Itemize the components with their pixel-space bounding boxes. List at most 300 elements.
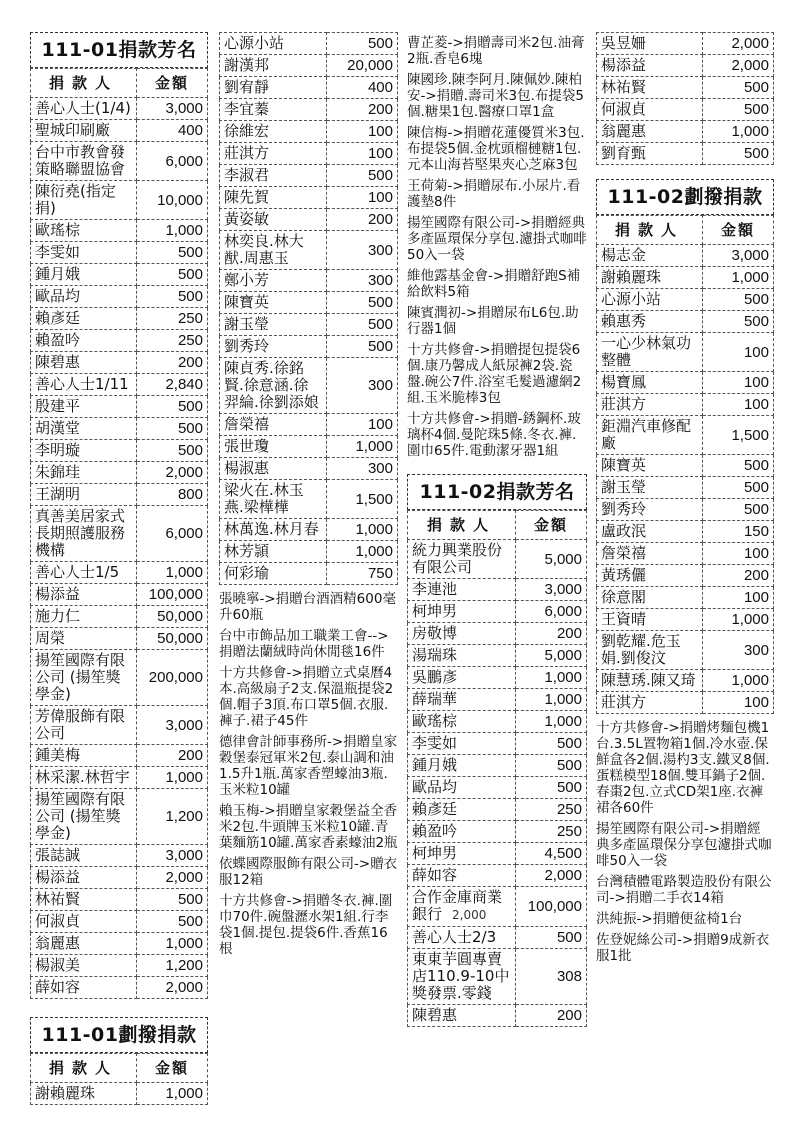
donation-note: 依蝶國際服飾有限公司->贈衣服12箱	[219, 856, 398, 888]
donation-amount: 200,000	[137, 650, 208, 706]
donor-name: 翁麗惠	[597, 121, 703, 143]
donation-amount: 2,000	[516, 865, 587, 887]
donor-name: 翁麗惠	[31, 933, 137, 955]
donor-name: 賴彥廷	[408, 799, 516, 821]
donation-amount: 1,500	[703, 416, 774, 455]
table-row	[408, 540, 587, 579]
table-row	[220, 480, 398, 519]
table-row	[31, 789, 208, 845]
table-row	[220, 414, 398, 436]
donor-name: 楊添益	[597, 55, 703, 77]
table-row	[408, 777, 587, 799]
donation-amount: 3,000	[137, 845, 208, 867]
donation-amount: 500	[327, 33, 398, 55]
donation-amount: 750	[327, 563, 398, 585]
donation-amount: 500	[137, 418, 208, 440]
table-row	[597, 333, 774, 372]
donor-name: 李雯如	[408, 733, 516, 755]
table-row	[597, 455, 774, 477]
donation-amount: 2,000	[137, 977, 208, 999]
donor-name: 鍾美梅	[31, 745, 137, 767]
donor-name: 劉宥靜	[220, 77, 327, 99]
table-body	[31, 98, 208, 999]
donation-amount: 308	[516, 949, 587, 1005]
donation-amount: 500	[703, 99, 774, 121]
donation-amount: 500	[137, 889, 208, 911]
donation-amount: 3,000	[137, 98, 208, 120]
sub-amount: 2,000	[452, 908, 487, 922]
header-amount: 金額	[137, 69, 208, 98]
donor-name: 林祐賢	[31, 889, 137, 911]
table-row	[597, 143, 774, 165]
table-row	[31, 440, 208, 462]
donor-name: 謝賴麗珠	[597, 267, 703, 289]
donation-note: 十方共修會->捐贈提包提袋6個.康乃馨成人紙尿褲2袋.瓷盤.碗公7件.浴室毛髮過濾網2組.玉米脆棒3包	[407, 342, 582, 406]
donor-name: 施力仁	[31, 606, 137, 628]
donation-amount: 5,000	[516, 540, 587, 579]
donor-name: 劉秀玲	[220, 336, 327, 358]
table-row	[31, 418, 208, 440]
donations-table-111-01-part1	[30, 68, 208, 999]
donation-amount: 1,000	[703, 121, 774, 143]
donation-amount: 100	[327, 414, 398, 436]
table-row	[31, 264, 208, 286]
donation-amount: 500	[703, 289, 774, 311]
donation-amount: 10,000	[137, 181, 208, 220]
donation-note: 揚笙國際有限公司->捐贈經典多產區環保分享包濾掛式咖啡50入一袋	[596, 821, 772, 869]
table-row	[408, 579, 587, 601]
donation-note: 佐登妮絲公司->捐贈9成新衣服1批	[596, 932, 770, 964]
table-row	[31, 650, 208, 706]
donation-amount: 500	[703, 499, 774, 521]
table-row	[408, 645, 587, 667]
table-row	[408, 949, 587, 1005]
table-body	[31, 1083, 208, 1105]
donation-amount: 500	[516, 733, 587, 755]
donation-amount: 1,000	[137, 1083, 208, 1105]
table-row	[31, 867, 208, 889]
table-row	[220, 519, 398, 541]
donor-name: 劉秀玲	[597, 499, 703, 521]
table-row	[31, 374, 208, 396]
table-row	[597, 99, 774, 121]
donor-name: 善心人士2/3	[408, 927, 516, 949]
donation-amount: 500	[327, 314, 398, 336]
donor-name: 心源小站	[220, 33, 327, 55]
donor-name: 陳貞秀.徐銘賢.徐意涵.徐羿綸.徐劉添娘	[220, 358, 327, 414]
donation-amount: 1,000	[327, 436, 398, 458]
header-amount: 金額	[516, 511, 587, 540]
donation-amount: 500	[703, 477, 774, 499]
table-row	[31, 506, 208, 562]
donor-name: 林奕良.林大猷.周惠玉	[220, 231, 327, 270]
donation-amount: 1,000	[703, 267, 774, 289]
table-header	[408, 511, 587, 540]
donor-name: 楊添益	[31, 867, 137, 889]
donor-name: 陳先賀	[220, 187, 327, 209]
table-header	[597, 216, 774, 245]
table-row	[31, 120, 208, 142]
table-row	[220, 209, 398, 231]
donor-name: 黃琇儷	[597, 565, 703, 587]
donor-name: 楊志金	[597, 245, 703, 267]
donation-amount: 500	[516, 927, 587, 949]
donation-amount: 200	[516, 1005, 587, 1027]
table-row	[31, 767, 208, 789]
table-row	[31, 181, 208, 220]
donor-name: 徐維宏	[220, 121, 327, 143]
table-row	[220, 292, 398, 314]
header-name: 捐款人	[597, 216, 703, 245]
donor-name: 李明璇	[31, 440, 137, 462]
donation-amount: 3,000	[137, 706, 208, 745]
table-row	[408, 689, 587, 711]
donation-amount: 5,000	[516, 645, 587, 667]
table-header	[31, 1054, 208, 1083]
donor-name: 李連池	[408, 579, 516, 601]
donation-amount: 1,000	[327, 541, 398, 563]
table-row	[408, 843, 587, 865]
table-row	[31, 584, 208, 606]
donor-name: 一心少林氣功整體	[597, 333, 703, 372]
donor-name: 謝賴麗珠	[31, 1083, 137, 1105]
donation-amount: 2,000	[137, 462, 208, 484]
table-body	[597, 33, 774, 165]
section-title-111-01-donations: 111-01捐款芳名	[30, 32, 208, 68]
transfer-table-111-02	[596, 215, 774, 714]
donor-name: 鉅淵汽車修配廠	[597, 416, 703, 455]
table-row	[597, 477, 774, 499]
table-row	[597, 521, 774, 543]
donor-name: 房敬博	[408, 623, 516, 645]
donation-amount: 200	[327, 209, 398, 231]
donation-note: 台中市飾品加工職業工會-->捐贈法蘭絨時尚休閒毯16件	[219, 628, 389, 660]
column-4	[596, 32, 774, 969]
donor-name: 陳衍堯(指定捐)	[31, 181, 137, 220]
donation-amount: 500	[703, 311, 774, 333]
donation-amount: 100	[327, 143, 398, 165]
in-kind-donation-notes	[219, 591, 398, 957]
donor-name: 朱錦珪	[31, 462, 137, 484]
donor-name: 陳碧惠	[31, 352, 137, 374]
donor-name: 善心人士1/11	[31, 374, 137, 396]
donor-name: 王資晴	[597, 609, 703, 631]
donor-name: 柯坤男	[408, 601, 516, 623]
donation-amount: 500	[516, 777, 587, 799]
donation-note: 維他露基金會->捐贈舒跑S補給飲料5箱	[407, 268, 581, 300]
table-row	[597, 609, 774, 631]
donor-name: 歐瑤棕	[31, 220, 137, 242]
table-row	[220, 99, 398, 121]
donor-name: 揚笙國際有限公司 (揚笙獎學金)	[31, 789, 137, 845]
donor-name: 謝玉瑩	[597, 477, 703, 499]
table-row	[31, 911, 208, 933]
donation-amount: 500	[516, 755, 587, 777]
donation-amount: 1,200	[137, 789, 208, 845]
table-row	[597, 77, 774, 99]
table-row	[597, 416, 774, 455]
donation-amount: 50,000	[137, 606, 208, 628]
table-row	[31, 562, 208, 584]
donation-amount: 6,000	[516, 601, 587, 623]
donor-name: 林芳頴	[220, 541, 327, 563]
table-row	[597, 245, 774, 267]
table-row	[597, 631, 774, 670]
table-row	[408, 601, 587, 623]
table-row	[408, 865, 587, 887]
table-row	[31, 484, 208, 506]
table-row	[597, 587, 774, 609]
donor-name: 心源小站	[597, 289, 703, 311]
donor-name: 王湖明	[31, 484, 137, 506]
column-3	[407, 32, 587, 1027]
donations-table-111-02-part1	[407, 510, 587, 1027]
table-body	[408, 540, 587, 1027]
donations-table-111-02-part2	[596, 32, 774, 165]
donor-name: 薛如容	[31, 977, 137, 999]
donation-amount: 300	[327, 231, 398, 270]
donor-name: 莊淇方	[597, 692, 703, 714]
donor-name: 劉乾耀.危玉娟.劉俊汶	[597, 631, 703, 670]
table-row	[220, 77, 398, 99]
donor-name: 殷建平	[31, 396, 137, 418]
transfer-table-111-01	[30, 1053, 208, 1105]
section-title-111-01-transfer: 111-01劃撥捐款	[30, 1017, 208, 1053]
table-row	[408, 667, 587, 689]
donor-name: 莊淇方	[597, 394, 703, 416]
donation-amount: 2,000	[703, 55, 774, 77]
donation-amount: 500	[327, 165, 398, 187]
donation-amount: 200	[327, 99, 398, 121]
donor-name: 陳寶英	[597, 455, 703, 477]
donation-note: 十方共修會->捐贈烤麵包機1台.3.5L置物箱1個.冷水壺.保鮮盒各2個.湯杓3支.鐵叉8個.蛋糕模型18個.雙耳鍋子2個.春棗2包.立式CD架1座.衣褲裙各60件	[596, 720, 770, 816]
donation-amount: 1,000	[703, 670, 774, 692]
in-kind-donation-notes	[596, 720, 774, 964]
donation-amount: 1,000	[137, 562, 208, 584]
donation-amount: 6,000	[137, 142, 208, 181]
table-row	[408, 799, 587, 821]
donor-name: 詹榮禧	[220, 414, 327, 436]
donor-name: 謝漢邦	[220, 55, 327, 77]
donor-name: 歐瑤棕	[408, 711, 516, 733]
table-row	[31, 933, 208, 955]
table-row	[408, 755, 587, 777]
table-row	[220, 143, 398, 165]
donor-name: 薛如容	[408, 865, 516, 887]
table-row	[597, 565, 774, 587]
header-name: 捐款人	[408, 511, 516, 540]
table-row	[220, 436, 398, 458]
donation-note: 十方共修會->捐贈-銹鋼杯.玻璃杯4個.曼陀珠5條.冬衣.褲.圍巾65件.電動潔牙器1組	[407, 411, 581, 459]
table-row	[408, 887, 587, 927]
header-amount: 金額	[703, 216, 774, 245]
table-row	[220, 55, 398, 77]
donation-amount: 250	[516, 821, 587, 843]
table-row	[597, 289, 774, 311]
donor-name: 台中市教會發策略聯盟協會	[31, 142, 137, 181]
donor-name: 楊淑美	[31, 955, 137, 977]
donor-name: 何彩瑜	[220, 563, 327, 585]
donation-note: 十方共修會->捐贈冬衣.褲.圍巾70件.碗盤瀝水架1組.行李袋1個.提包.提袋6件.香蕉16根	[219, 893, 393, 957]
donation-amount: 200	[137, 352, 208, 374]
donor-name: 張誌誠	[31, 845, 137, 867]
table-row	[597, 267, 774, 289]
donation-amount: 400	[327, 77, 398, 99]
donor-name: 張世瓊	[220, 436, 327, 458]
table-row	[597, 33, 774, 55]
donor-name: 林萬逸.林月春	[220, 519, 327, 541]
donor-name: 芳偉服飾有限公司	[31, 706, 137, 745]
donor-name: 林采潔.林哲宇	[31, 767, 137, 789]
table-body	[220, 33, 398, 585]
donation-amount: 250	[137, 330, 208, 352]
donation-note: 台灣積體電路製造股份有限公司->捐贈二手衣14箱	[596, 874, 772, 906]
donation-amount: 1,000	[516, 667, 587, 689]
donor-name: 善心人士(1/4)	[31, 98, 137, 120]
donor-name: 謝玉瑩	[220, 314, 327, 336]
donor-name: 真善美居家式長期照護服務機構	[31, 506, 137, 562]
donation-amount: 100	[703, 372, 774, 394]
donor-name: 揚笙國際有限公司 (揚笙獎學金)	[31, 650, 137, 706]
donor-name: 賴盈吟	[31, 330, 137, 352]
table-row	[31, 330, 208, 352]
donation-amount: 500	[327, 292, 398, 314]
donation-amount: 1,200	[137, 955, 208, 977]
donation-amount: 200	[703, 565, 774, 587]
donor-name: 楊添益	[31, 584, 137, 606]
donor-name: 東東芋圓專賣店110.9-10中獎發票.零錢	[408, 949, 516, 1005]
table-row	[31, 220, 208, 242]
donations-table-111-01-part2	[219, 32, 398, 585]
donation-amount: 100	[703, 587, 774, 609]
table-row	[31, 396, 208, 418]
donor-name: 陳碧惠	[408, 1005, 516, 1027]
donor-name: 賴彥廷	[31, 308, 137, 330]
donation-note: 德律會計師事務所->捐贈皇家穀堡泰冠軍米2包.泰山調和油1.5升1瓶.萬家香塑蠔油3瓶.玉米粒10罐	[219, 734, 398, 798]
donation-amount: 500	[137, 396, 208, 418]
table-row	[31, 1083, 208, 1105]
donation-amount: 500	[137, 264, 208, 286]
column-1	[30, 32, 208, 1105]
section-title-111-02-donations: 111-02捐款芳名	[407, 474, 587, 510]
donation-amount: 2,000	[137, 867, 208, 889]
donor-name: 胡漢堂	[31, 418, 137, 440]
donation-amount: 250	[137, 308, 208, 330]
donation-amount: 50,000	[137, 628, 208, 650]
donation-amount: 100,000	[516, 887, 587, 927]
table-row	[31, 308, 208, 330]
donor-name: 楊寶鳳	[597, 372, 703, 394]
donor-name: 林祐賢	[597, 77, 703, 99]
donation-note: 王荷菊->捐贈尿布.小尿片.看護墊8件	[407, 178, 581, 210]
table-row	[597, 670, 774, 692]
table-row	[220, 33, 398, 55]
table-row	[408, 821, 587, 843]
table-row	[31, 977, 208, 999]
table-row	[220, 270, 398, 292]
table-row	[597, 394, 774, 416]
donation-note: 陳信梅->捐贈花蓮優質米3包.布提袋5個.金枕頭榴槤糖1包.元本山海苔堅果夾心芝麻3包	[407, 125, 585, 173]
donor-name: 何淑貞	[31, 911, 137, 933]
table-row	[31, 745, 208, 767]
donor-name: 合作金庫商業銀行 2,000	[408, 887, 516, 927]
donation-amount: 150	[703, 521, 774, 543]
donation-amount: 1,000	[516, 689, 587, 711]
donor-name: 統力興業股份有限公司	[408, 540, 516, 579]
donation-amount: 1,000	[327, 519, 398, 541]
table-row	[597, 692, 774, 714]
table-row	[220, 336, 398, 358]
table-row	[220, 187, 398, 209]
donation-amount: 100	[327, 121, 398, 143]
table-row	[31, 606, 208, 628]
column-2	[219, 32, 398, 962]
table-header	[31, 69, 208, 98]
donation-amount: 100	[703, 394, 774, 416]
table-row	[408, 733, 587, 755]
section-title-111-02-transfer: 111-02劃撥捐款	[596, 179, 774, 215]
donation-amount: 200	[516, 623, 587, 645]
table-row	[597, 121, 774, 143]
donor-name: 李宜蓁	[220, 99, 327, 121]
table-row	[31, 706, 208, 745]
donor-name: 詹榮禧	[597, 543, 703, 565]
donation-amount: 500	[137, 911, 208, 933]
header-amount: 金額	[137, 1054, 208, 1083]
table-row	[31, 98, 208, 120]
table-row	[597, 372, 774, 394]
donation-amount: 300	[327, 458, 398, 480]
donation-amount: 100	[703, 692, 774, 714]
table-row	[220, 563, 398, 585]
donation-amount: 1,000	[137, 220, 208, 242]
table-row	[220, 541, 398, 563]
donor-name: 周榮	[31, 628, 137, 650]
donation-note: 張曉寧->捐贈台酒酒精600毫升60瓶	[219, 591, 396, 623]
donation-amount: 2,840	[137, 374, 208, 396]
table-body	[597, 245, 774, 714]
in-kind-donation-notes	[407, 35, 587, 459]
donor-name: 梁火在.林玉燕.梁樺樺	[220, 480, 327, 519]
table-row	[31, 955, 208, 977]
donor-name: 歐品均	[31, 286, 137, 308]
donor-name: 柯坤男	[408, 843, 516, 865]
donation-amount: 250	[516, 799, 587, 821]
table-row	[31, 352, 208, 374]
donation-amount: 100	[703, 333, 774, 372]
header-name: 捐款人	[31, 69, 137, 98]
donation-amount: 300	[327, 358, 398, 414]
donation-amount: 500	[137, 242, 208, 264]
donation-amount: 1,000	[137, 933, 208, 955]
donation-amount: 500	[703, 77, 774, 99]
donation-amount: 100	[703, 543, 774, 565]
donor-name: 楊淑惠	[220, 458, 327, 480]
donor-name: 李淑君	[220, 165, 327, 187]
donor-name: 盧政泯	[597, 521, 703, 543]
table-row	[408, 927, 587, 949]
table-row	[220, 231, 398, 270]
donor-name: 李雯如	[31, 242, 137, 264]
donation-amount: 1,000	[137, 767, 208, 789]
donation-note: 十方共修會->捐贈立式桌曆4本.高級扇子2支.保溫瓶提袋2個.帽子3頂.布口罩5個.衣服.褲子.裙子45件	[219, 665, 394, 729]
donation-amount: 500	[703, 143, 774, 165]
donor-name: 陳寶英	[220, 292, 327, 314]
donor-name: 黃姿敏	[220, 209, 327, 231]
donor-name: 賴惠秀	[597, 311, 703, 333]
donation-amount: 100	[327, 187, 398, 209]
donation-amount: 1,000	[703, 609, 774, 631]
